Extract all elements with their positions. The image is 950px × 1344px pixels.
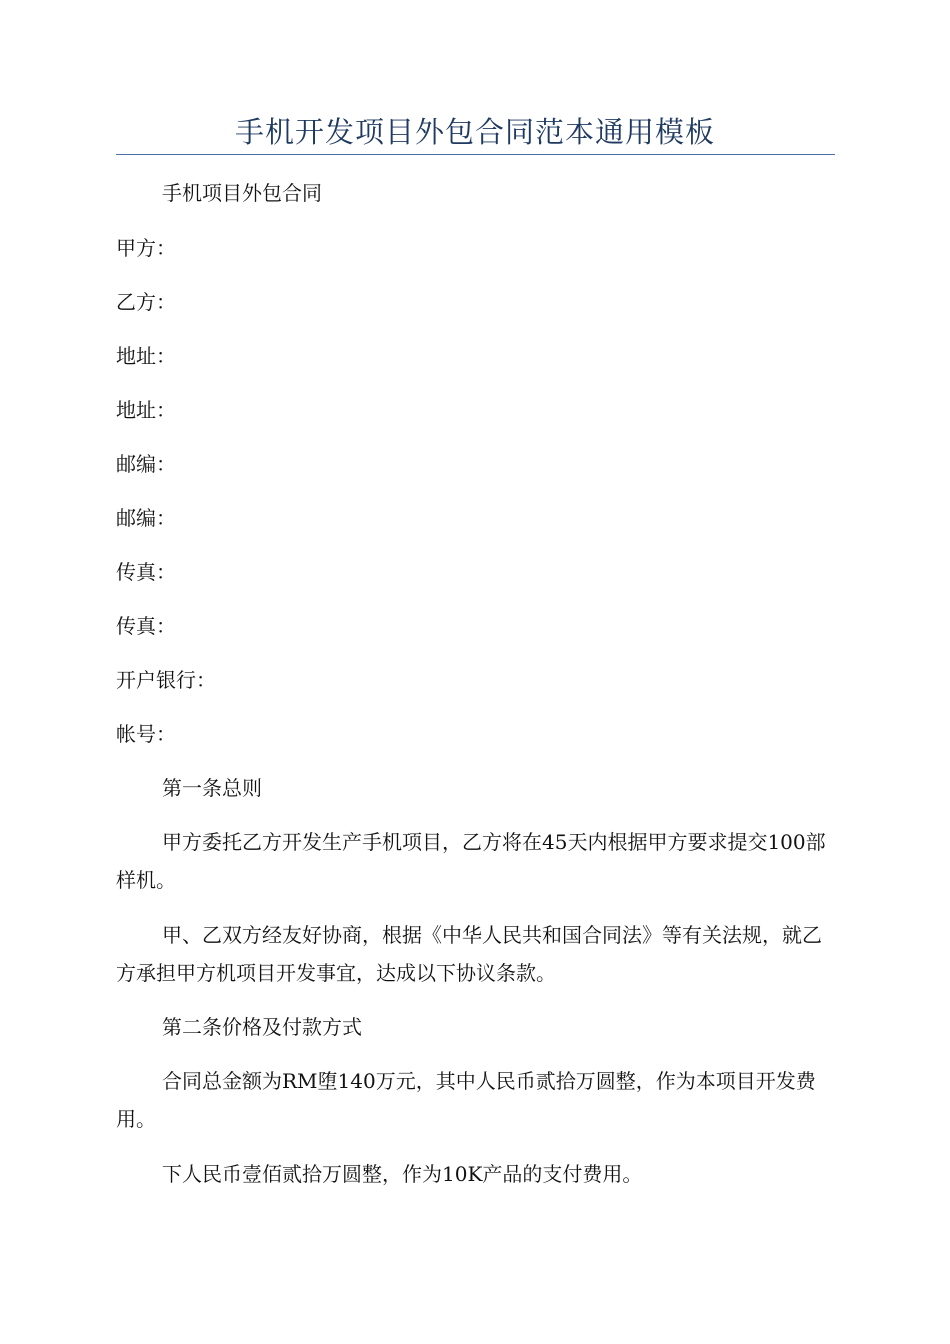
field-bank: 开户银行： bbox=[116, 668, 216, 692]
field-postcode-a: 邮编： bbox=[116, 452, 176, 476]
section-2-heading: 第二条价格及付款方式 bbox=[162, 1015, 362, 1039]
contract-subtitle: 手机项目外包合同 bbox=[162, 181, 322, 205]
field-address-b: 地址： bbox=[116, 398, 176, 422]
section-2-paragraph-2: 下人民币壹佰贰拾万圆整，作为10K产品的支付费用。 bbox=[162, 1162, 643, 1186]
section-1-paragraph-1: 甲方委托乙方开发生产手机项目，乙方将在45天内根据甲方要求提交100部样机。 bbox=[116, 830, 826, 892]
field-account: 帐号： bbox=[116, 722, 176, 746]
field-party-b: 乙方： bbox=[116, 290, 176, 314]
field-fax-b: 传真： bbox=[116, 614, 176, 638]
section-1-heading: 第一条总则 bbox=[162, 776, 262, 800]
title-underline bbox=[116, 154, 835, 155]
section-2-paragraph-1: 合同总金额为RM堕140万元，其中人民币贰拾万圆整，作为本项目开发费用。 bbox=[116, 1069, 816, 1131]
document-title: 手机开发项目外包合同范本通用模板 bbox=[234, 115, 715, 149]
field-fax-a: 传真： bbox=[116, 560, 176, 584]
field-postcode-b: 邮编： bbox=[116, 506, 176, 530]
section-1-paragraph-2: 甲、乙双方经友好协商，根据《中华人民共和国合同法》等有关法规，就乙方承担甲方机项目开发事宜，达成以下协议条款。 bbox=[116, 923, 822, 985]
field-address-a: 地址： bbox=[116, 344, 176, 368]
field-party-a: 甲方： bbox=[116, 236, 176, 260]
